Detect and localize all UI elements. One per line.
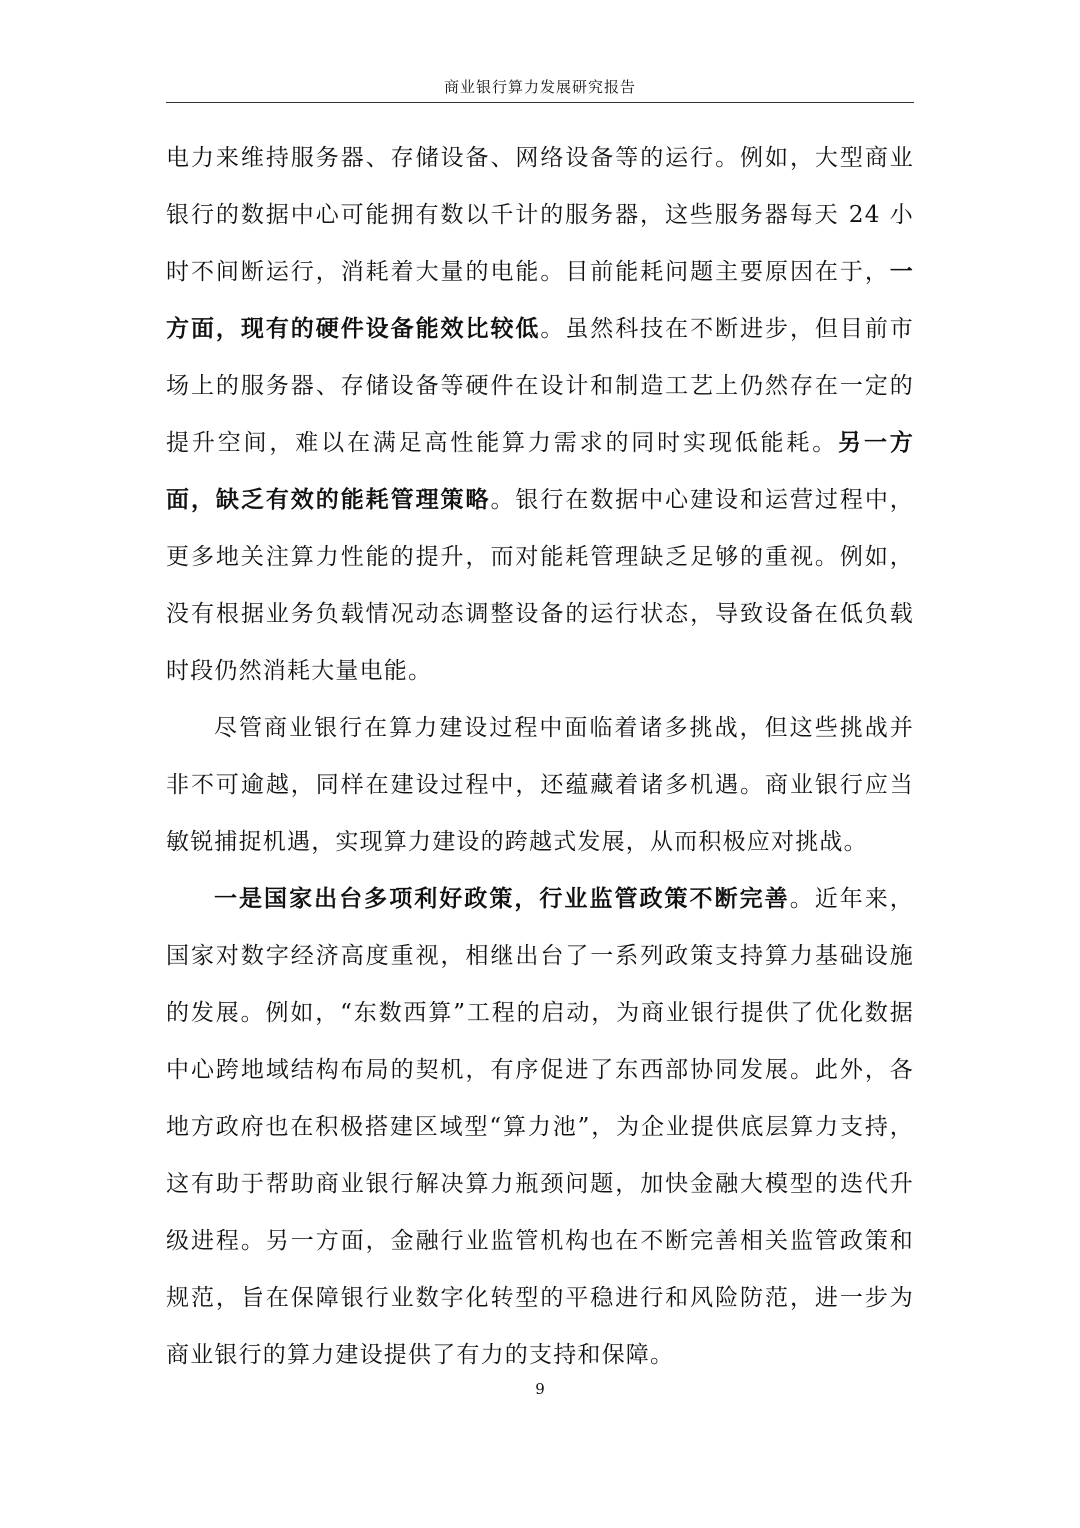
text-run: 电力来维持服务器、存储设备、网络设备等的运行。例如，大型商业银行的数据中心可能拥有数以千计的服务器，这些服务器每天 24 小时不间断运行，消耗着大量的电能。目前能耗问题主要原因在于， [166,145,914,285]
text-run: 。近年来，国家对数字经济高度重视，相继出台了一系列政策支持算力基础设施的发展。例如，“东数西算”工程的启动，为商业银行提供了优化数据中心跨地域结构布局的契机，有序促进了东西部协同发展。此外，各地方政府也在积极搭建区域型“算力池”，为企业提供底层算力支持，这有助于帮助商业银行解决算力瓶颈问题，加快金融大模型的迭代升级进程。另一方面，金融行业监管机构也在不断完善相关监管政策和规范，旨在保障银行业数字化转型的平稳进行和风险防范，进一步为商业银行的算力建设提供了有力的支持和保障。 [166,886,915,1368]
text-run: 。银行在数据中心建设和运营过程中，更多地关注算力性能的提升，而对能耗管理缺乏足够的重视。例如，没有根据业务负载情况动态调整设备的运行状态，导致设备在低负载时段仍然消耗大量电能。 [166,487,914,684]
text-run: 尽管商业银行在算力建设过程中面临着诸多挑战，但这些挑战并非不可逾越，同样在建设过程中，还蕴藏着诸多机遇。商业银行应当敏锐捕捉机遇，实现算力建设的跨越式发展，从而积极应对挑战。 [166,715,914,855]
paragraph-3 [166,871,914,1384]
text-run: 。虽然科技在不断进步，但目前市场上的服务器、存储设备等硬件在设计和制造工艺上仍然存在一定的提升空间，难以在满足高性能算力需求的同时实现低能耗。 [166,316,915,456]
page-number: 9 [535,1380,545,1398]
bold-run: 一是国家出台多项利好政策，行业监管政策不断完善 [214,886,790,912]
report-title: 商业银行算力发展研究报告 [443,78,636,96]
bold-run: 一方面，现有的硬件设备能效比较低 [166,259,914,342]
paragraph-1 [166,130,914,700]
paragraph-2 [166,700,914,871]
bold-run: 另一方面，缺乏有效的能耗管理策略 [166,430,914,513]
body-text [166,130,914,1384]
running-header [166,74,914,103]
